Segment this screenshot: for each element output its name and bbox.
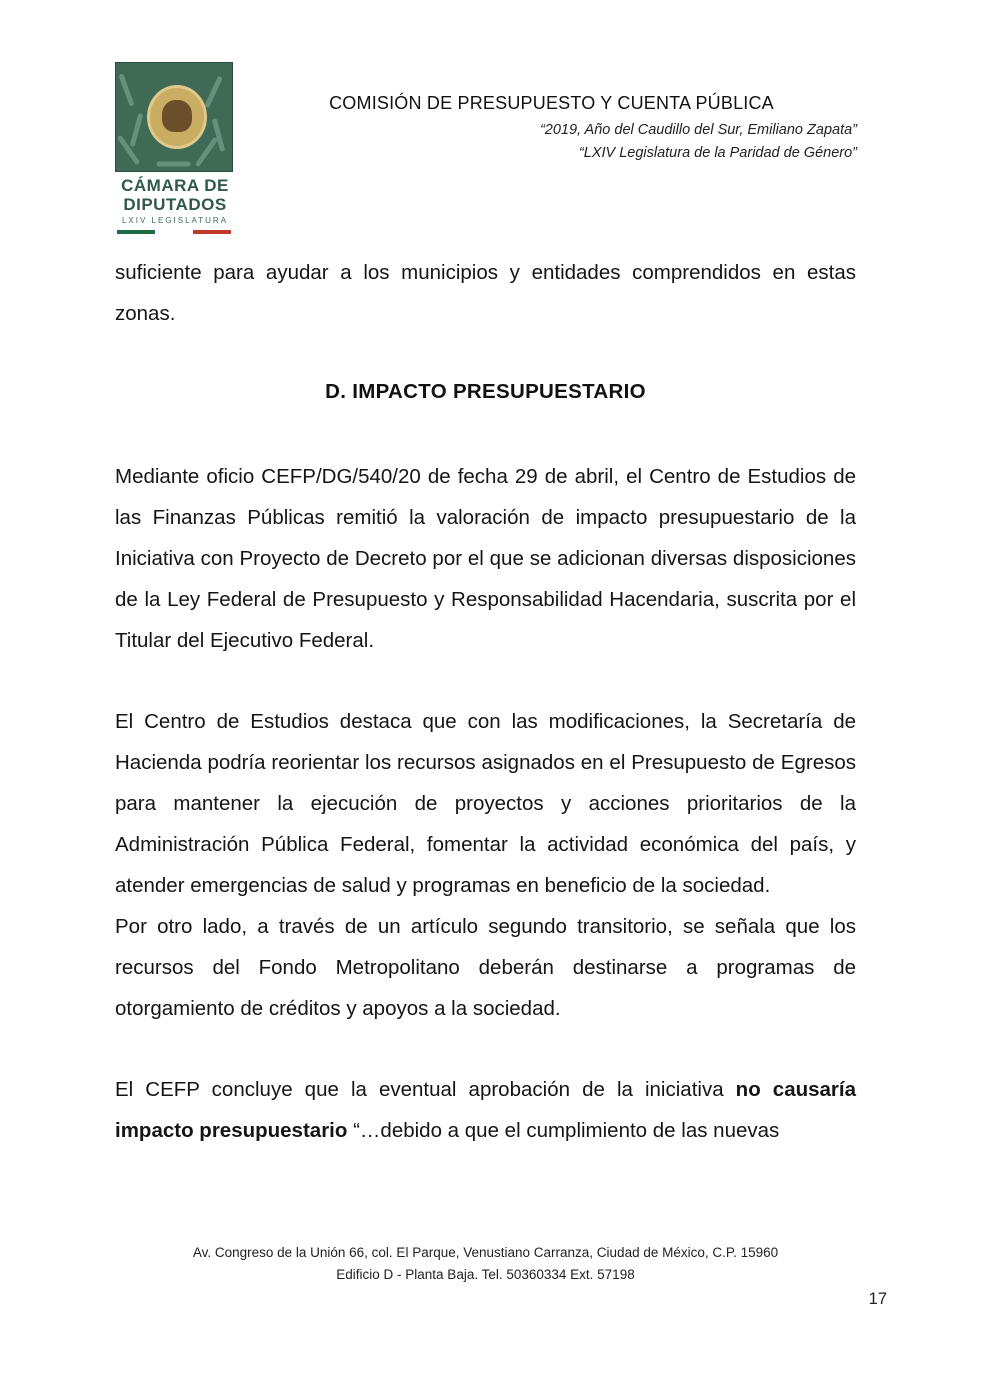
paragraph-4-bold: no causaría impacto presupuestario bbox=[115, 1078, 856, 1142]
commission-title: COMISIÓN DE PRESUPUESTO Y CUENTA PÚBLICA bbox=[329, 93, 774, 113]
paragraph-4-start: El CEFP concluye que la eventual aprobación de la iniciativa bbox=[115, 1078, 736, 1101]
section-heading: D. IMPACTO PRESUPUESTARIO bbox=[325, 380, 646, 403]
flag-stripe-red bbox=[193, 230, 231, 234]
footer-contact: Edificio D - Planta Baja. Tel. 50360334 Ext. 57198 bbox=[336, 1267, 635, 1282]
footer-address: Av. Congreso de la Unión 66, col. El Parque, Venustiano Carranza, Ciudad de México, C.P. 15960 bbox=[192, 1245, 779, 1260]
continuation-paragraph: suficiente para ayudar a los municipios y entidades comprendidos en estas zonas. bbox=[115, 261, 856, 325]
paragraph-3: Por otro lado, a través de un artículo segundo transitorio, se señala que los recursos del Fondo Metropolitano deberán destinarse a programas de otorgamiento de créditos y apoyos a la sociedad. bbox=[115, 915, 856, 1020]
paragraph-4-end: “…debido a que el cumplimiento de las nuevas bbox=[347, 1119, 780, 1142]
national-emblem-icon bbox=[147, 85, 207, 149]
paragraph-2: El Centro de Estudios destaca que con las modificaciones, la Secretaría de Hacienda podría reorientar los recursos asignados en el Presupuesto de Egresos para mantener la ejecución de proyectos y acciones prioritarios de la Administración Pública Federal, fomentar la actividad económica del país, y atender emergencias de salud y programas en beneficio de la sociedad. bbox=[115, 710, 856, 897]
page-number: 17 bbox=[868, 1290, 887, 1308]
paragraph-1: Mediante oficio CEFP/DG/540/20 de fecha 29 de abril, el Centro de Estudios de las Finanzas Públicas remitió la valoración de impacto presupuestario de la Iniciativa con Proyecto de Decreto por el que se adicionan diversas disposiciones de la Ley Federal de Presupuesto y Responsabilidad Hacendaria, suscrita por el Titular del Ejecutivo Federal. bbox=[115, 465, 856, 652]
logo-text-line2: DIPUTADOS bbox=[123, 195, 227, 214]
logo-artwork bbox=[115, 62, 233, 172]
legislature-motto: “LXIV Legislatura de la Paridad de Género” bbox=[578, 145, 857, 161]
year-motto: “2019, Año del Caudillo del Sur, Emiliano Zapata” bbox=[539, 122, 857, 138]
camara-logo bbox=[115, 62, 233, 237]
paragraph-4 bbox=[115, 1069, 856, 1151]
flag-stripe-green bbox=[117, 230, 155, 234]
logo-text-line1: CÁMARA DE bbox=[121, 176, 229, 195]
logo-text-line3: LXIV LEGISLATURA bbox=[121, 216, 229, 225]
